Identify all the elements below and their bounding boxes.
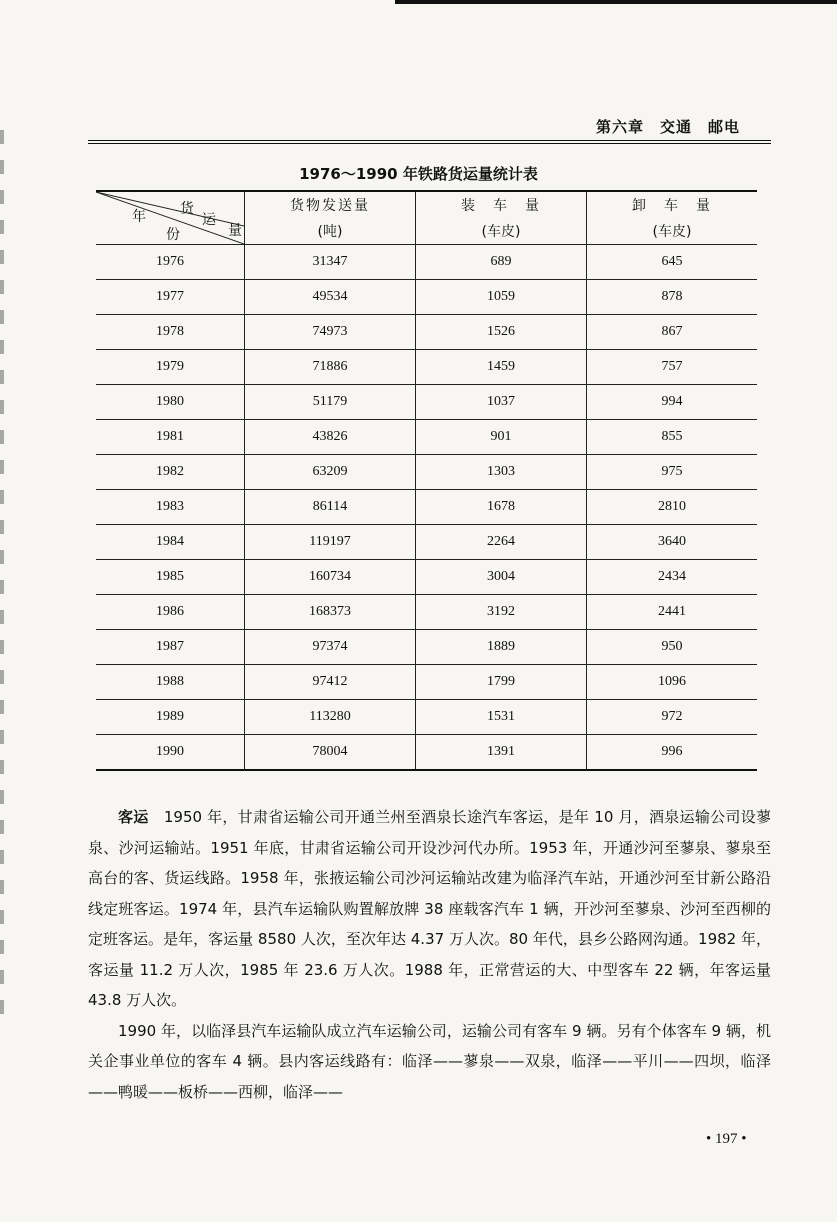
dispatched-cell: 78004 [245, 735, 416, 771]
year-cell: 1990 [96, 735, 245, 771]
dispatched-cell: 168373 [245, 595, 416, 630]
unloading-cell: 645 [587, 245, 758, 280]
corner-label-goods: 货 [180, 201, 194, 217]
loading-cell: 1889 [416, 630, 587, 665]
table-row [96, 245, 757, 280]
corner-header-cell [96, 191, 245, 245]
column-label: 货物发送量 [290, 198, 370, 214]
unloading-cell: 878 [587, 280, 758, 315]
table-row [96, 420, 757, 455]
loading-cell: 689 [416, 245, 587, 280]
year-cell: 1987 [96, 630, 245, 665]
dispatched-cell: 31347 [245, 245, 416, 280]
loading-cell: 1678 [416, 490, 587, 525]
loading-cell: 1391 [416, 735, 587, 771]
table-row [96, 630, 757, 665]
corner-label-transport: 运 [202, 212, 216, 228]
table-row [96, 385, 757, 420]
year-cell: 1982 [96, 455, 245, 490]
body-text [88, 802, 771, 1107]
year-cell: 1983 [96, 490, 245, 525]
table-row [96, 350, 757, 385]
unloading-cell: 757 [587, 350, 758, 385]
column-header-unloading [587, 191, 758, 245]
year-cell: 1976 [96, 245, 245, 280]
dispatched-cell: 49534 [245, 280, 416, 315]
dispatched-cell: 86114 [245, 490, 416, 525]
column-unit: (吨) [317, 224, 343, 240]
table-row [96, 735, 757, 771]
table-body [96, 245, 757, 771]
year-cell: 1981 [96, 420, 245, 455]
table-row [96, 455, 757, 490]
dispatched-cell: 74973 [245, 315, 416, 350]
loading-cell: 3004 [416, 560, 587, 595]
dispatched-cell: 160734 [245, 560, 416, 595]
column-label: 卸 车 量 [632, 198, 712, 214]
page-number: • 197 • [706, 1131, 747, 1147]
dispatched-cell: 97412 [245, 665, 416, 700]
year-cell: 1984 [96, 525, 245, 560]
corner-label-year: 年 [132, 209, 146, 225]
table-row [96, 595, 757, 630]
binding-edge [0, 130, 4, 1030]
table-row [96, 280, 757, 315]
unloading-cell: 950 [587, 630, 758, 665]
header-rule [88, 140, 771, 141]
table-row [96, 560, 757, 595]
year-cell: 1986 [96, 595, 245, 630]
unloading-cell: 2810 [587, 490, 758, 525]
year-cell: 1988 [96, 665, 245, 700]
loading-cell: 3192 [416, 595, 587, 630]
unloading-cell: 996 [587, 735, 758, 771]
header-rule-thin [88, 143, 771, 144]
year-cell: 1977 [96, 280, 245, 315]
loading-cell: 1799 [416, 665, 587, 700]
table-title: 1976～1990 年铁路货运量统计表 [299, 165, 538, 183]
column-unit: (车皮) [652, 224, 692, 240]
unloading-cell: 994 [587, 385, 758, 420]
loading-cell: 1531 [416, 700, 587, 735]
column-header-loading [416, 191, 587, 245]
dispatched-cell: 71886 [245, 350, 416, 385]
unloading-cell: 3640 [587, 525, 758, 560]
top-edge-rule [395, 0, 837, 4]
table-row [96, 700, 757, 735]
loading-cell: 2264 [416, 525, 587, 560]
loading-cell: 1059 [416, 280, 587, 315]
unloading-cell: 975 [587, 455, 758, 490]
paragraph-passenger-transport [88, 802, 771, 1016]
loading-cell: 901 [416, 420, 587, 455]
dispatched-cell: 43826 [245, 420, 416, 455]
dispatched-cell: 51179 [245, 385, 416, 420]
loading-cell: 1037 [416, 385, 587, 420]
column-header-dispatched [245, 191, 416, 245]
loading-cell: 1303 [416, 455, 587, 490]
column-unit: (车皮) [481, 224, 521, 240]
table-row [96, 315, 757, 350]
table-row [96, 665, 757, 700]
paragraph-text: 1950 年，甘肃省运输公司开通兰州至酒泉长途汽车客运，是年 10 月，酒泉运输公司设蓼泉、沙河运输站。1951 年底，甘肃省运输公司开设沙河代办所。1953 年，开通沙河至蓼泉、蓼泉至高台的客、货运线路。1958 年，张掖运输公司沙河运输站改建为临泽汽车站，开通沙河至甘新公路沿线定班客运。1974 年，县汽车运输队购置解放牌 38 座载客汽车 1 辆，开沙河至蓼泉、沙河至西柳的定班客运。是年，客运量 8580 人次，至次年达 4.37 万人次。80 年代，县乡公路网沟通。1982 年，客运量 11.2 万人次，1985 年 23.6 万人次。1988 年，正常营运的大、中型客车 22 辆，年客运量 43.8 万人次。 [88, 808, 771, 1009]
corner-label-volume: 量 [228, 223, 242, 239]
paragraph-1990: 1990 年，以临泽县汽车运输队成立汽车运输公司，运输公司有客车 9 辆。另有个体客车 9 辆，机关企事业单位的客车 4 辆。县内客运线路有：临泽——蓼泉——双泉，临泽——平川——四坝，临泽——鸭暖——板桥——西柳，临泽—— [88, 1021, 771, 1101]
year-cell: 1989 [96, 700, 245, 735]
year-cell: 1978 [96, 315, 245, 350]
year-cell: 1979 [96, 350, 245, 385]
dispatched-cell: 119197 [245, 525, 416, 560]
unloading-cell: 2441 [587, 595, 758, 630]
dispatched-cell: 113280 [245, 700, 416, 735]
table-row [96, 490, 757, 525]
table-row [96, 525, 757, 560]
year-cell: 1980 [96, 385, 245, 420]
freight-statistics-table [96, 190, 757, 771]
corner-label-share: 份 [166, 227, 180, 243]
loading-cell: 1526 [416, 315, 587, 350]
unloading-cell: 2434 [587, 560, 758, 595]
section-keyword: 客运 [118, 808, 149, 826]
year-cell: 1985 [96, 560, 245, 595]
loading-cell: 1459 [416, 350, 587, 385]
unloading-cell: 972 [587, 700, 758, 735]
dispatched-cell: 63209 [245, 455, 416, 490]
unloading-cell: 1096 [587, 665, 758, 700]
column-label: 装 车 量 [461, 198, 541, 214]
table-header-row [96, 191, 757, 245]
unloading-cell: 867 [587, 315, 758, 350]
dispatched-cell: 97374 [245, 630, 416, 665]
unloading-cell: 855 [587, 420, 758, 455]
running-head: 第六章 交通 邮电 [596, 118, 741, 136]
